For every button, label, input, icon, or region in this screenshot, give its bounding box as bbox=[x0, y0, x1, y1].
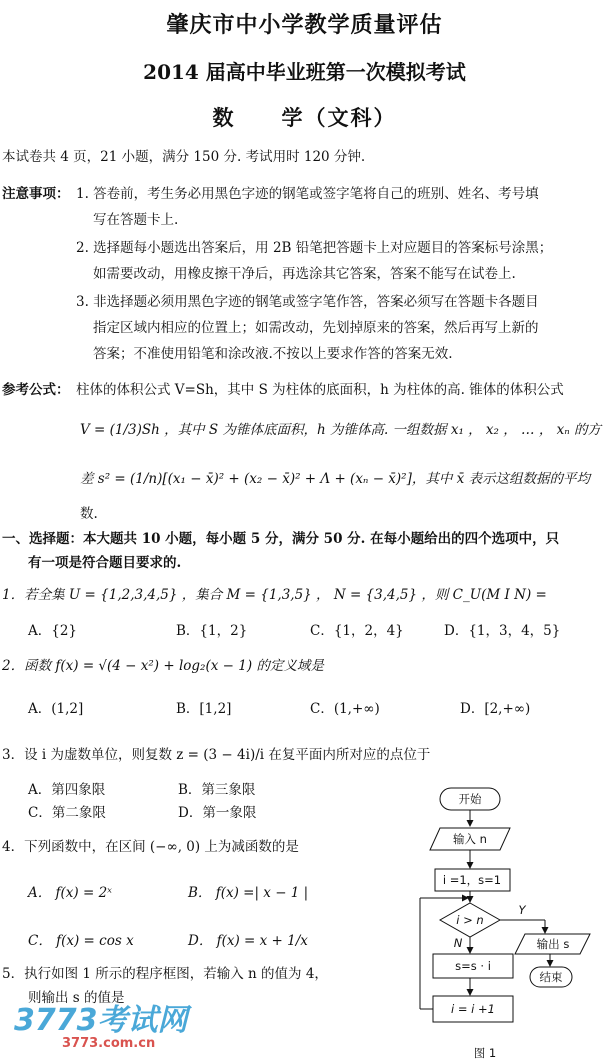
flow-update-s-label: s=s · i bbox=[455, 959, 491, 973]
flow-caption: 图 1 bbox=[473, 1046, 497, 1060]
q4-option-c: C． f(x) = cos x bbox=[28, 933, 134, 949]
q2-stem: 2．函数 f(x) = √(4 − x²) + log₂(x − 1) 的定义域是 bbox=[2, 658, 324, 674]
q3-option-d: D．第一象限 bbox=[178, 805, 257, 821]
note-3-line-2: 指定区域内相应的位置上；如需改动，先划掉原来的答案，然后再写上新的 bbox=[93, 320, 539, 336]
exam-intro: 本试卷共 4 页，21 小题，满分 150 分. 考试用时 120 分钟. bbox=[2, 149, 366, 165]
note-2-line-2: 如需要改动，用橡皮擦干净后，再选涂其它答案，答案不能写在试卷上. bbox=[93, 266, 516, 282]
q4-stem: 4．下列函数中，在区间 (−∞, 0) 上为减函数的是 bbox=[2, 839, 299, 855]
q1-option-b: B．{1，2} bbox=[176, 623, 248, 639]
formula-line-3: 差 s² = (1/n)[(x₁ − x̄)² + (x₂ − x̄)² + Λ + (xₙ − x̄)²]，其中 x̄ 表示这组数据的平均 bbox=[80, 471, 591, 487]
note-3-line-3: 答案；不准使用铅笔和涂改液.不按以上要求作答的答案无效. bbox=[93, 346, 453, 362]
section-heading-2: 有一项是符合题目要求的. bbox=[28, 555, 182, 571]
flow-init-label: i =1，s=1 bbox=[442, 873, 502, 887]
q2-option-b: B．[1,2] bbox=[176, 701, 232, 717]
flow-output-label: 输出 s bbox=[536, 937, 570, 951]
q1-option-d: D．{1，3，4，5} bbox=[444, 623, 561, 639]
flow-yes-label: Y bbox=[518, 903, 526, 917]
q1-option-c: C．{1，2，4} bbox=[310, 623, 404, 639]
q3-option-b: B．第三象限 bbox=[178, 782, 256, 798]
q3-option-a: A．第四象限 bbox=[28, 782, 106, 798]
title-line-1: 肇庆市中小学教学质量评估 bbox=[166, 12, 443, 38]
q4-option-a: A． f(x) = 2ˣ bbox=[28, 885, 112, 901]
q4-option-d: D． f(x) = x + 1/x bbox=[188, 933, 308, 949]
q3-option-c: C．第二象限 bbox=[28, 805, 106, 821]
flow-input-label: 输入 n bbox=[453, 832, 487, 846]
note-3-line-1: 3. 非选择题必须用黑色字迹的钢笔或签字笔作答，答案必须写在答题卡各题目 bbox=[76, 294, 539, 310]
q2-option-c: C．(1,+∞) bbox=[310, 701, 380, 717]
formula-line-2: V = (1/3)Sh ，其中 S 为锥体底面积，h 为锥体高. 一组数据 x₁ ， x₂ ， … ， xₙ 的方 bbox=[80, 422, 602, 438]
q5-line-2: 则输出 s 的值是 bbox=[28, 990, 125, 1006]
section-heading-1: 一、选择题：本大题共 10 小题，每小题 5 分，满分 50 分. 在每小题给出的四个选项中，只 bbox=[2, 531, 560, 547]
title-line-2: 2014 届高中毕业班第一次模拟考试 bbox=[143, 60, 466, 84]
flow-update-i-label: i = i +1 bbox=[451, 1002, 495, 1016]
formula-label: 参考公式： bbox=[2, 382, 70, 398]
q4-option-b: B． f(x) =| x − 1 | bbox=[188, 885, 309, 901]
formula-line-4: 数. bbox=[80, 506, 98, 522]
title-subject: 数 学（文科） bbox=[212, 105, 397, 130]
watermark-url: 3773.com.cn bbox=[62, 1036, 156, 1051]
note-2-line-1: 2. 选择题每小题选出答案后，用 2B 铅笔把答题卡上对应题目的答案标号涂黑； bbox=[76, 240, 553, 256]
formula-line-1: 柱体的体积公式 V=Sh，其中 S 为柱体的底面积，h 为柱体的高. 锥体的体积公式 bbox=[76, 382, 564, 398]
q1-stem: 1．若全集 U = {1,2,3,4,5} ，集合 M = {1,3,5} ， N = {3,4,5} ，则 C_U(M I N) = bbox=[2, 587, 547, 603]
note-1-line-2: 写在答题卡上. bbox=[93, 212, 179, 228]
watermark-logo: 3773考试网 bbox=[14, 1003, 188, 1038]
q3-stem: 3．设 i 为虚数单位，则复数 z = (3 − 4i)/i 在复平面内所对应的点位于 bbox=[2, 747, 431, 763]
note-1-line-1: 1. 答卷前，考生务必用黑色字迹的钢笔或签字笔将自己的班别、姓名、考号填 bbox=[76, 186, 539, 202]
q2-option-d: D．[2,+∞) bbox=[460, 701, 531, 717]
flowchart bbox=[400, 780, 609, 1064]
flow-end-label: 结束 bbox=[539, 970, 563, 984]
notes-label: 注意事项： bbox=[2, 186, 70, 202]
flow-no-label: N bbox=[453, 936, 463, 950]
q1-option-a: A．{2} bbox=[28, 623, 78, 639]
q5-line-1: 5．执行如图 1 所示的程序框图，若输入 n 的值为 4， bbox=[2, 966, 328, 982]
flow-start-label: 开始 bbox=[458, 792, 482, 806]
flow-cond-label: i > n bbox=[456, 913, 484, 927]
q2-option-a: A．(1,2] bbox=[28, 701, 84, 717]
